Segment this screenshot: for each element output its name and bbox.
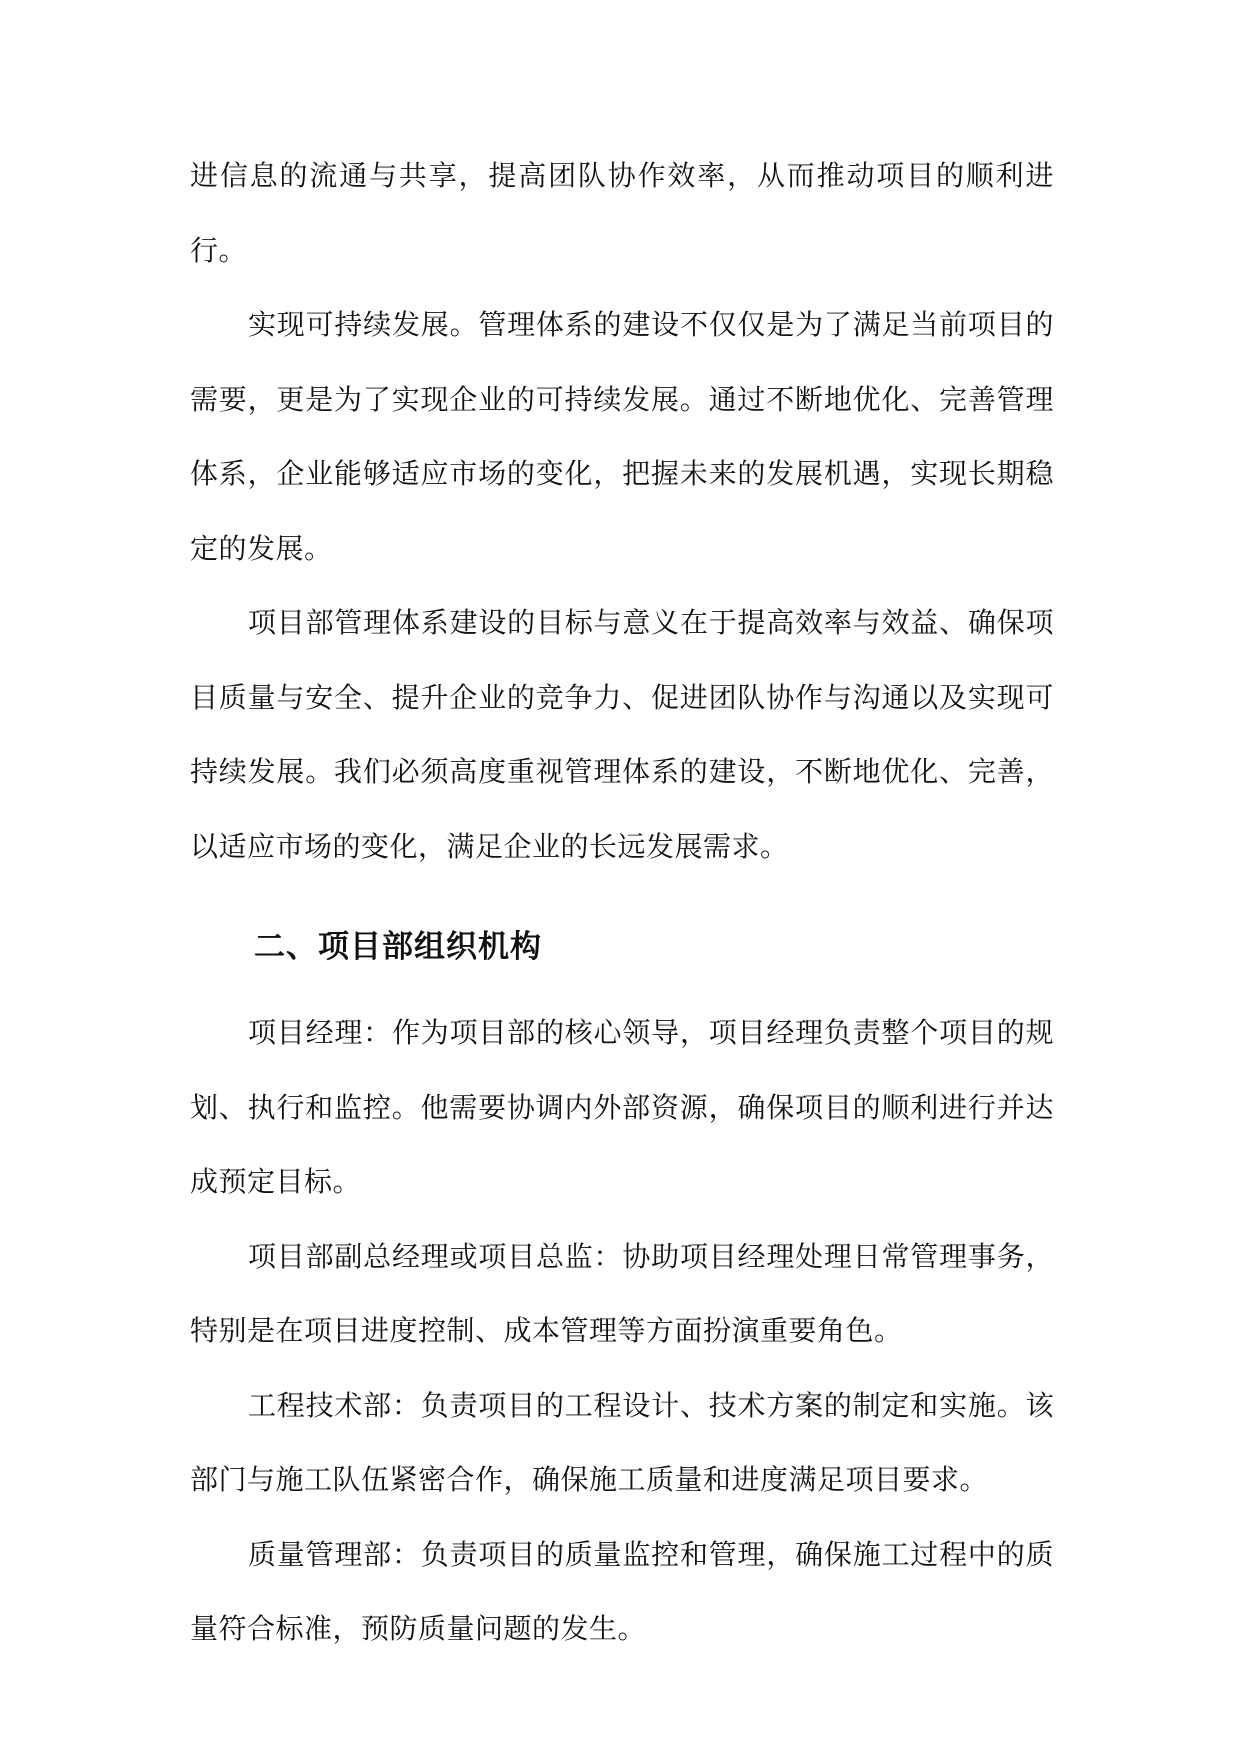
paragraph-continuation: 进信息的流通与共享，提高团队协作效率，从而推动项目的顺利进行。: [190, 159, 1054, 267]
paragraph-engineering-dept: 工程技术部：负责项目的工程设计、技术方案的制定和实施。该部门与施工队伍紧密合作，确保施工质量和进度满足项目要求。: [190, 1388, 1054, 1496]
paragraph-deputy-manager: 项目部副总经理或项目总监：协助项目经理处理日常管理事务，特别是在项目进度控制、成本管理等方面扮演重要角色。: [190, 1239, 1054, 1347]
paragraph-summary: 项目部管理体系建设的目标与意义在于提高效率与效益、确保项目质量与安全、提升企业的竞争力、促进团队协作与沟通以及实现可持续发展。我们必须高度重视管理体系的建设，不断地优化、完善，以适应市场的变化，满足企业的长远发展需求。: [190, 606, 1054, 863]
paragraph-quality-dept: 质量管理部：负责项目的质量监控和管理，确保施工过程中的质量符合标准，预防质量问题的发生。: [190, 1537, 1054, 1645]
paragraph-sustainable-development: 实现可持续发展。管理体系的建设不仅仅是为了满足当前项目的需要，更是为了实现企业的可持续发展。通过不断地优化、完善管理体系，企业能够适应市场的变化，把握未来的发展机遇，实现长期稳定的发展。: [190, 308, 1054, 565]
section-heading: 二、项目部组织机构: [254, 929, 542, 965]
paragraph-project-manager: 项目经理：作为项目部的核心领导，项目经理负责整个项目的规划、执行和监控。他需要协调内外部资源，确保项目的顺利进行并达成预定目标。: [190, 1016, 1054, 1198]
document-body: [190, 139, 1054, 1667]
